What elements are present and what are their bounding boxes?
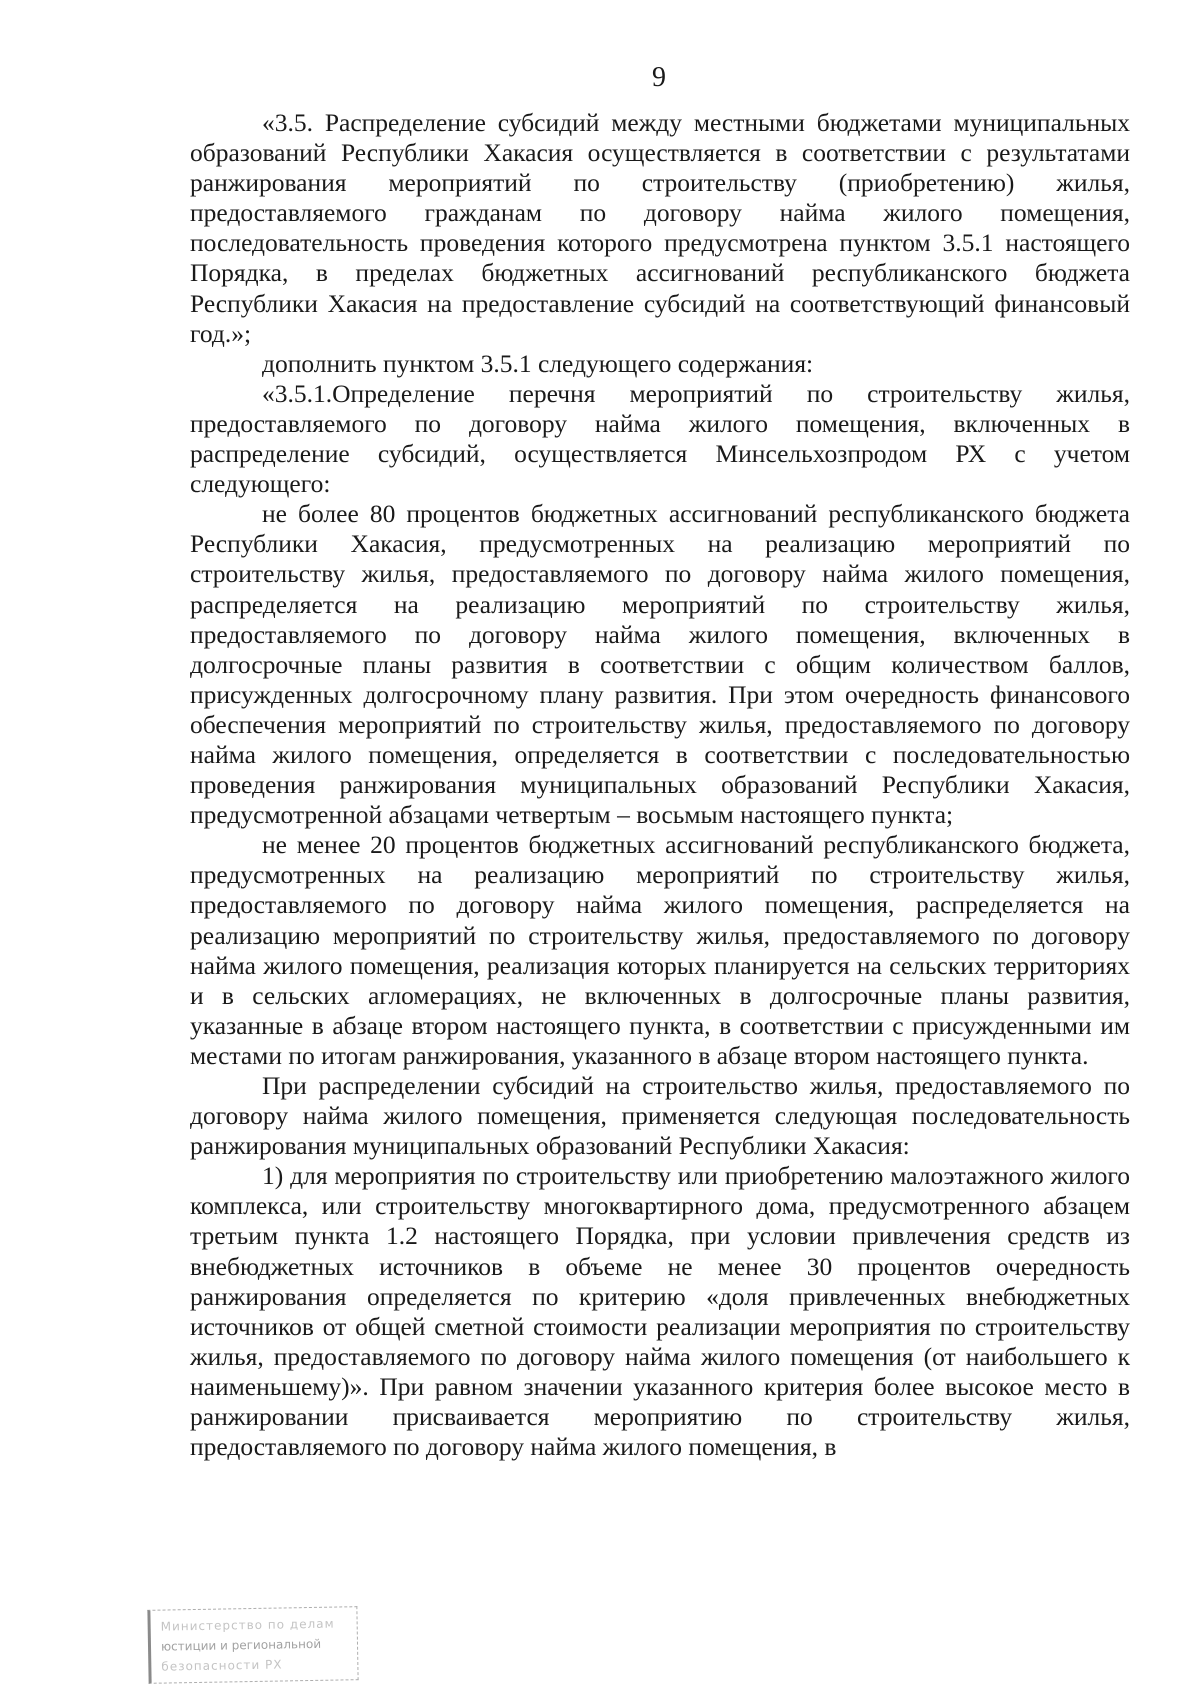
paragraph-item-1: 1) для мероприятия по строительству или приобретению малоэтажного жилого комплекса, или строительству многоквартирного дома, предусмотренного абзацем третьим пункта 1.2 настоящего Порядка, при условии привлечения средств из внебюджетных источников в объеме не менее 30 процентов очередность ранжирования определяется по критерию «доля привлеченных внебюджетных источников от общей сметной стоимости реализации мероприятия по строительству жилья, предоставляемого по договору найма жилого помещения (от наибольшего к наименьшему)». При равном значении указанного критерия более высокое место в ранжировании присваивается мероприятию по строительству жилья, предоставляемого по договору найма жилого помещения, в	[190, 1161, 1130, 1462]
stamp-line-3: безопасности РХ	[161, 1657, 283, 1674]
document-body	[190, 108, 1130, 1462]
paragraph-ranking-sequence: При распределении субсидий на строительство жилья, предоставляемого по договору найма жилого помещения, применяется следующая последовательность ранжирования муниципальных образований Республики Хакасия:	[190, 1071, 1130, 1161]
registration-stamp	[147, 1606, 358, 1684]
paragraph-80-percent: не более 80 процентов бюджетных ассигнований республиканского бюджета Республики Хакасия, предусмотренных на реализацию мероприятий по строительству жилья, предоставляемого по договору найма жилого помещения, распределяется на реализацию мероприятий по строительству жилья, предоставляемого по договору найма жилого помещения, включенных в долгосрочные планы развития в соответствии с общим количеством баллов, присужденных долгосрочному плану развития. При этом очередность финансового обеспечения мероприятий по строительству жилья, предоставляемого по договору найма жилого помещения, определяется в соответствии с последовательностью проведения ранжирования муниципальных образований Республики Хакасия, предусмотренной абзацами четвертым – восьмым настоящего пункта;	[190, 499, 1130, 830]
paragraph-20-percent: не менее 20 процентов бюджетных ассигнований республиканского бюджета, предусмотренных на реализацию мероприятий по строительству жилья, предоставляемого по договору найма жилого помещения, распределяется на реализацию мероприятий по строительству жилья, предоставляемого по договору найма жилого помещения, реализация которых планируется на сельских территориях и в сельских агломерациях, не включенных в долгосрочные планы развития, указанные в абзаце втором настоящего пункта, в соответствии с присужденными им местами по итогам ранжирования, указанного в абзаце втором настоящего пункта.	[190, 830, 1130, 1070]
paragraph-3-5-1: «3.5.1.Определение перечня мероприятий по строительству жилья, предоставляемого по договору найма жилого помещения, включенных в распределение субсидий, осуществляется Минсельхозпродом РХ с учетом следующего:	[190, 378, 1130, 499]
stamp-line-1: Министерство по делам	[160, 1616, 335, 1634]
stamp-line-2: юстиции и региональной	[160, 1636, 322, 1654]
page-number: 9	[652, 62, 666, 93]
paragraph-addition-note: дополнить пунктом 3.5.1 следующего содержания:	[262, 348, 814, 378]
paragraph-3-5: «3.5. Распределение субсидий между местными бюджетами муниципальных образований Республики Хакасия осуществляется в соответствии с результатами ранжирования мероприятий по строительству (приобретению) жилья, предоставляемого гражданам по договору найма жилого помещения, последовательность проведения которого предусмотрена пунктом 3.5.1 настоящего Порядка, в пределах бюджетных ассигнований республиканского бюджета Республики Хакасия на предоставление субсидий на соответствующий финансовый год.»;	[190, 108, 1130, 348]
